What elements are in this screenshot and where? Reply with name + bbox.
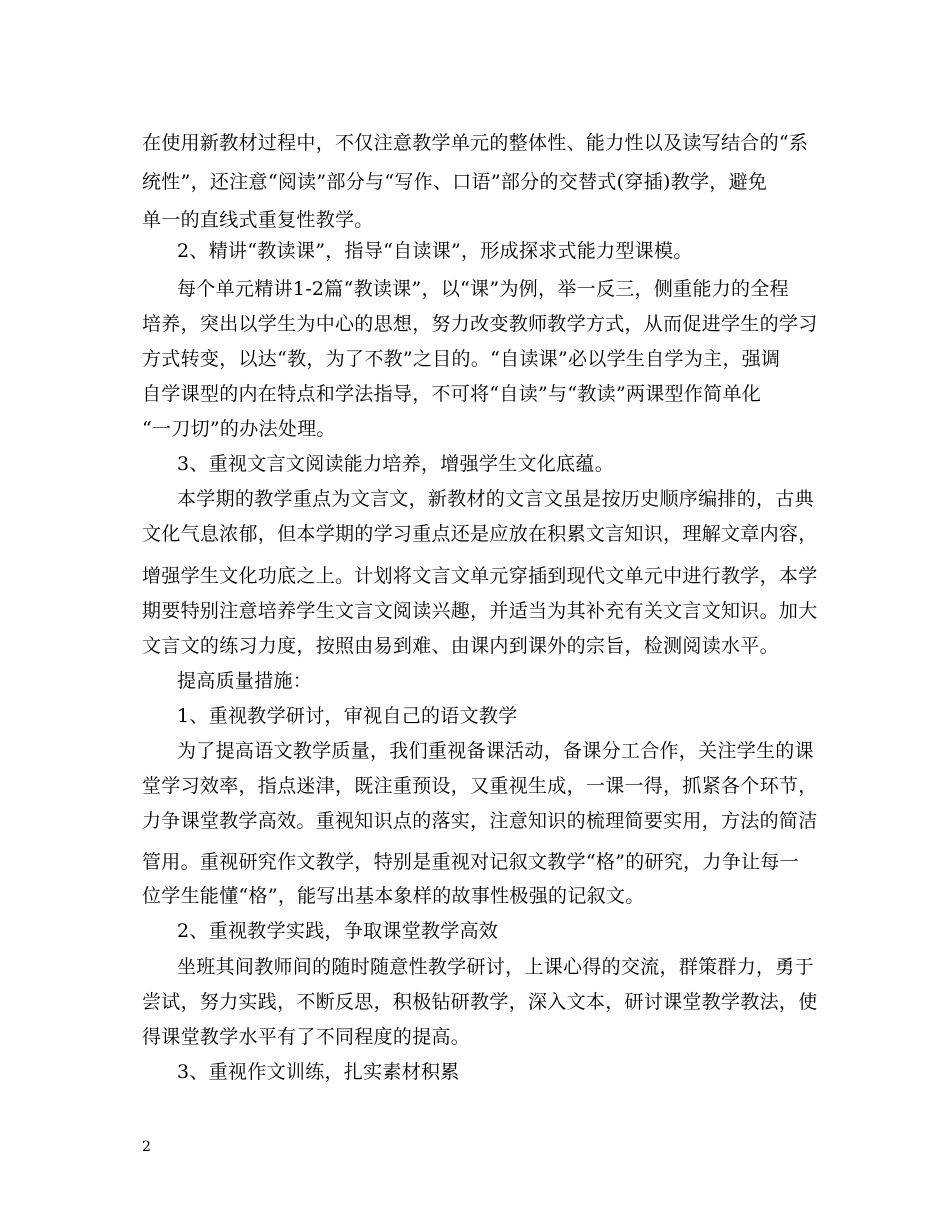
text-line: 增强学生文化功底之上。计划将文言文单元穿插到现代文单元中进行教学，本学 <box>142 565 818 587</box>
section-heading: 1、重视教学研讨，审视自己的语文教学 <box>177 705 518 727</box>
section-heading: 3、重视文言文阅读能力培养，增强学生文化底蕴。 <box>177 453 614 475</box>
text-line: 自学课型的内在特点和学法指导，不可将“自读”与“教读”两课型作简单化 <box>142 383 762 405</box>
text-line: 在使用新教材过程中，不仅注意教学单元的整体性、能力性以及读写结合的“系 <box>142 132 809 154</box>
text-line: 得课堂教学水平有了不同程度的提高。 <box>142 1026 471 1048</box>
section-heading: 2、精讲“教读课”，指导“自读课”，形成探求式能力型课模。 <box>177 240 693 262</box>
section-heading: 2、重视教学实践，争取课堂教学高效 <box>177 920 499 942</box>
text-line: 位学生能懂“格”，能写出基本象样的故事性极强的记叙文。 <box>142 885 645 907</box>
text-line: 文化气息浓郁，但本学期的学习重点还是应放在积累文言知识，理解文章内容， <box>142 523 818 545</box>
text-line: 单一的直线式重复性教学。 <box>142 209 374 231</box>
page-number: 2 <box>142 1139 151 1155</box>
section-heading: 3、重视作文训练，扎实素材积累 <box>177 1061 460 1083</box>
text-line: “一刀切”的办法处理。 <box>142 418 336 440</box>
text-line: 本学期的教学重点为文言文，新教材的文言文虽是按历史顺序编排的，古典 <box>177 488 814 510</box>
text-line: 堂学习效率，指点迷津，既注重预设，又重视生成，一课一得，抓紧各个环节， <box>142 775 818 797</box>
text-line: 坐班其间教师间的随时随意性教学研讨，上课心得的交流，群策群力，勇于 <box>177 956 814 978</box>
text-line: 尝试，努力实践，不断反思，积极钻研教学，深入文本，研讨课堂教学教法，使 <box>142 991 818 1013</box>
text-line: 培养，突出以学生为中心的思想，努力改变教师教学方式，从而促进学生的学习 <box>142 313 818 335</box>
text-line: 统性”，还注意“阅读”部分与“写作、口语”部分的交替式(穿插)教学，避免 <box>142 171 768 193</box>
text-line: 力争课堂教学高效。重视知识点的落实，注意知识的梳理简要实用，方法的简洁 <box>142 810 818 832</box>
section-heading: 提高质量措施： <box>177 670 313 692</box>
text-line: 为了提高语文教学质量，我们重视备课活动，备课分工合作，关注学生的课 <box>177 740 814 762</box>
text-line: 管用。重视研究作文教学，特别是重视对记叙文教学“格”的研究，力争让每一 <box>142 851 799 873</box>
text-line: 方式转变，以达“教，为了不教”之目的。“自读课”必以学生自学为主，强调 <box>142 348 781 370</box>
text-line: 文言文的练习力度，按照由易到难、由课内到课外的宗旨，检测阅读水平。 <box>142 635 779 657</box>
text-line: 期要特别注意培养学生文言文阅读兴趣，并适当为其补充有关文言文知识。加大 <box>142 600 818 622</box>
text-line: 每个单元精讲1-2篇“教读课”，以“课”为例，举一反三，侧重能力的全程 <box>177 278 789 300</box>
